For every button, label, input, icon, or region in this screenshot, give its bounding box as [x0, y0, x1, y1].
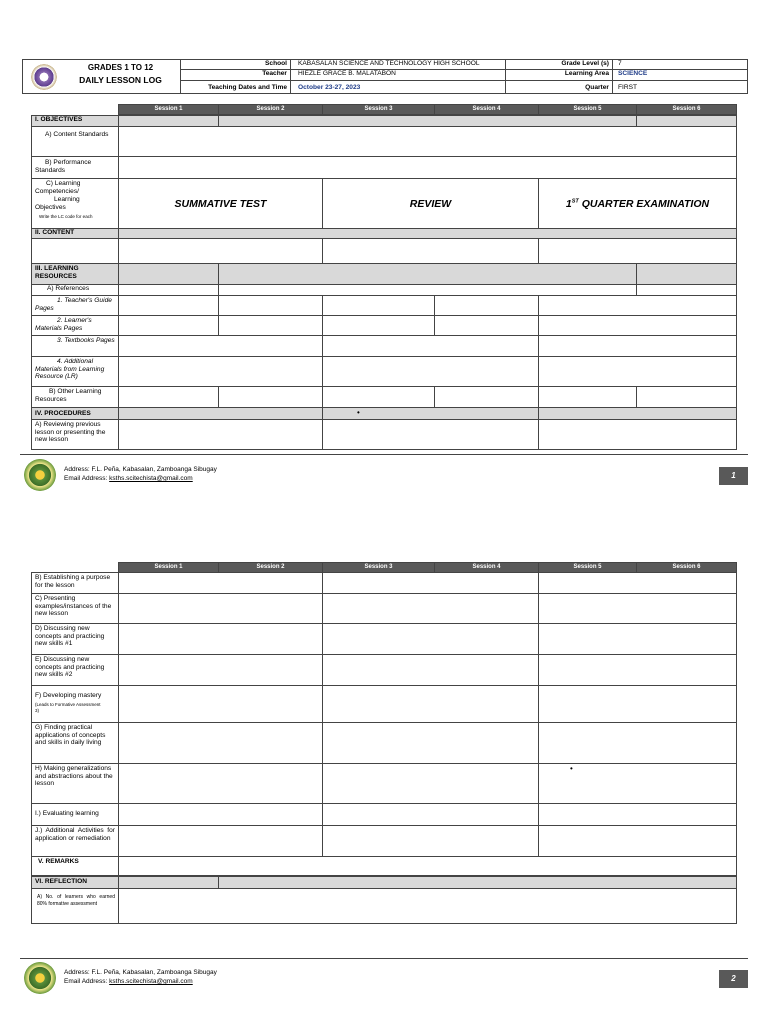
f-s5-6: [538, 685, 737, 723]
session-3-header: Session 3: [322, 104, 435, 115]
tb-s5-6: [538, 335, 737, 357]
session-2-header-p2: Session 2: [218, 562, 323, 573]
procedures-label: IV. PROCEDURES: [31, 407, 119, 420]
learners-materials-label: 2. Learner's Materials Pages: [31, 315, 119, 336]
lc-line-5: Write the LC code for each: [39, 214, 93, 219]
email-link-2[interactable]: ksths.scitechista@gmail.com: [109, 978, 193, 985]
other-resources-label: B) Other Learning Resources: [31, 386, 119, 408]
dates-label: Teaching Dates and Time: [180, 80, 291, 94]
tg-s2: [218, 295, 323, 316]
footer-email-line: [64, 475, 193, 482]
learning-resources-label: III. LEARNING RESOURCES: [31, 263, 119, 285]
d-s5-6: [538, 623, 737, 655]
tg-s1: [118, 295, 219, 316]
developing-mastery-note: (Leads to Formative Assessment 3): [35, 702, 101, 713]
bullet-mark: •: [357, 408, 360, 417]
exam-post: QUARTER EXAMINATION: [578, 198, 710, 210]
b-s3-4: [322, 572, 539, 594]
h-s1-2: [118, 763, 323, 804]
school-seal-logo: [24, 459, 56, 491]
other-s2: [218, 386, 323, 408]
lc-line-4: Objectives: [35, 204, 66, 211]
dates-value: October 23-27, 2023: [290, 80, 506, 94]
header-title-2: DAILY LESSON LOG: [79, 75, 162, 85]
school-seal-logo-2: [24, 962, 56, 994]
session-5-header-p2: Session 5: [538, 562, 637, 573]
area-value: SCIENCE: [612, 69, 748, 81]
lc-line-1: C) Learning: [46, 180, 81, 187]
school-value: KABASALAN SCIENCE AND TECHNOLOGY HIGH SCHOOL: [290, 59, 506, 70]
evaluating-learning-label: I.) Evaluating learning: [31, 803, 119, 826]
g-s5-6: [538, 722, 737, 764]
other-s4: [434, 386, 539, 408]
developing-mastery-label-box: [31, 685, 119, 723]
session-2-header: Session 2: [218, 104, 323, 115]
school-label: School: [180, 59, 291, 70]
session-header-row-1: [118, 104, 737, 115]
g-s3-4: [322, 722, 539, 764]
quarter-value: FIRST: [612, 80, 748, 94]
developing-mastery-label: F) Developing mastery: [35, 692, 102, 699]
performance-standards-label: B) Performance Standards: [31, 156, 119, 179]
area-label: Learning Area: [505, 69, 613, 81]
lc-summative-cell: [118, 178, 323, 229]
f-s3-4: [322, 685, 539, 723]
lr-s5-6: [538, 356, 737, 387]
content-blank-label: [31, 238, 119, 264]
c-s3-4: [322, 593, 539, 624]
tg-s4: [434, 295, 539, 316]
session-4-header-p2: Session 4: [434, 562, 539, 573]
email-label: Email Address:: [64, 475, 110, 482]
footer-divider-2: [20, 958, 748, 959]
grade-value: 7: [612, 59, 748, 70]
session-1-header: Session 1: [118, 104, 219, 115]
g-s1-2: [118, 722, 323, 764]
lc-review-cell: [322, 178, 539, 229]
footer-address: Address: F.L. Peña, Kabasalan, Zamboanga Sibugay: [64, 466, 217, 473]
lm-s1: [118, 315, 219, 336]
grade-label: Grade Level (s): [505, 59, 613, 70]
teachers-guide-label: 1. Teacher's Guide Pages: [31, 295, 119, 316]
content-s3-4: [322, 238, 539, 264]
lm-s4: [434, 315, 539, 336]
content-s1-2: [118, 238, 323, 264]
h-s5-6: [538, 763, 737, 804]
other-s6: [636, 386, 737, 408]
page-number-1: 1: [719, 467, 748, 485]
lm-s2: [218, 315, 323, 336]
textbooks-label: 3. Textbooks Pages: [31, 335, 119, 357]
content-standards-cell: [118, 126, 737, 157]
exam-sup: ST: [571, 198, 579, 205]
teacher-label: Teacher: [180, 69, 291, 81]
summative-test-text: SUMMATIVE TEST: [174, 198, 267, 210]
resources-s2-5: [218, 263, 637, 285]
quarter-label: Quarter: [505, 80, 613, 94]
exam-pre: 1: [565, 198, 572, 210]
generalizations-label: H) Making generalizations and abstractions about the lesson: [31, 763, 119, 804]
lc-line-2: Competencies/: [35, 188, 79, 195]
header-logo-box: [22, 59, 181, 94]
lr-s1-2: [118, 356, 323, 387]
additional-materials-label: 4. Additional Materials from Learning Resource (LR): [31, 356, 119, 387]
email-link[interactable]: ksths.scitechista@gmail.com: [109, 475, 193, 482]
teacher-value: HIEZLE GRACE B. MALATABON: [290, 69, 506, 81]
e-s1-2: [118, 654, 323, 686]
c-s1-2: [118, 593, 323, 624]
tg-s3: [322, 295, 435, 316]
session-6-header: Session 6: [636, 104, 737, 115]
b-s1-2: [118, 572, 323, 594]
session-3-header-p2: Session 3: [322, 562, 435, 573]
lr-s3-4: [322, 356, 539, 387]
header-title-1: GRADES 1 TO 12: [87, 63, 154, 72]
session-1-header-p2: Session 1: [118, 562, 219, 573]
discussing-1-label: D) Discussing new concepts and practicing new skills #1: [31, 623, 119, 655]
c-s5-6: [538, 593, 737, 624]
other-s5: [538, 386, 637, 408]
tb-s1-2: [118, 335, 323, 357]
content-standards-label: A) Content Standards: [31, 126, 119, 157]
reviewing-s3-4: [322, 419, 539, 450]
footer-divider-1: [20, 454, 748, 455]
i-s5-6: [538, 803, 737, 826]
b-s5-6: [538, 572, 737, 594]
reviewing-s5-6: [538, 419, 737, 450]
remarks-label: V. REMARKS: [31, 856, 119, 876]
remarks-cell: [118, 856, 737, 876]
reflection-a-label: A) No. of learners who earned 80% formative assessment: [31, 888, 119, 924]
bullet-mark-2: •: [570, 764, 573, 773]
other-s3: [322, 386, 435, 408]
f-s1-2: [118, 685, 323, 723]
session-4-header: Session 4: [434, 104, 539, 115]
j-s1-2: [118, 825, 323, 857]
lc-line-3: Learning: [54, 196, 80, 203]
reflection-label: VI. REFLECTION: [31, 876, 119, 889]
objectives-label: I. OBJECTIVES: [31, 115, 119, 127]
d-s3-4: [322, 623, 539, 655]
references-label: A) References: [31, 284, 119, 296]
lc-exam-cell: [538, 178, 737, 229]
lm-s5-6: [538, 315, 737, 336]
tg-s5-6: [538, 295, 737, 316]
footer-email-line-2: [64, 978, 193, 985]
learning-competencies-label-box: [31, 178, 119, 229]
presenting-examples-label: C) Presenting examples/instances of the new lesson: [31, 593, 119, 624]
performance-standards-cell: [118, 156, 737, 179]
e-s3-4: [322, 654, 539, 686]
lm-s3: [322, 315, 435, 336]
content-label: II. CONTENT: [31, 228, 119, 239]
other-s1: [118, 386, 219, 408]
page-number-2: 2: [719, 970, 748, 988]
quarter-exam-text: [539, 198, 736, 210]
practical-applications-label: G) Finding practical applications of concepts and skills in daily living: [31, 722, 119, 764]
reviewing-lesson-label: A) Reviewing previous lesson or presenting the new lesson: [31, 419, 119, 450]
session-6-header-p2: Session 6: [636, 562, 737, 573]
email-label-2: Email Address:: [64, 978, 110, 985]
j-s5-6: [538, 825, 737, 857]
footer-address-2: Address: F.L. Peña, Kabasalan, Zamboanga Sibugay: [64, 969, 217, 976]
resources-s6: [636, 263, 737, 285]
establishing-purpose-label: B) Establishing a purpose for the lesson: [31, 572, 119, 594]
d-s1-2: [118, 623, 323, 655]
deped-seal-logo: [29, 62, 59, 92]
j-s3-4: [322, 825, 539, 857]
content-s5-6: [538, 238, 737, 264]
additional-activities-label: J.) Additional Activities for application or remediation: [31, 825, 119, 857]
reflection-a-cell: [118, 888, 737, 924]
resources-s1: [118, 263, 219, 285]
session-5-header: Session 5: [538, 104, 637, 115]
reviewing-s1-2: [118, 419, 323, 450]
e-s5-6: [538, 654, 737, 686]
review-text: REVIEW: [409, 198, 452, 210]
tb-s3-4: [322, 335, 539, 357]
i-s1-2: [118, 803, 323, 826]
discussing-2-label: E) Discussing new concepts and practicing new skills #2: [31, 654, 119, 686]
h-s3-4: [322, 763, 539, 804]
i-s3-4: [322, 803, 539, 826]
